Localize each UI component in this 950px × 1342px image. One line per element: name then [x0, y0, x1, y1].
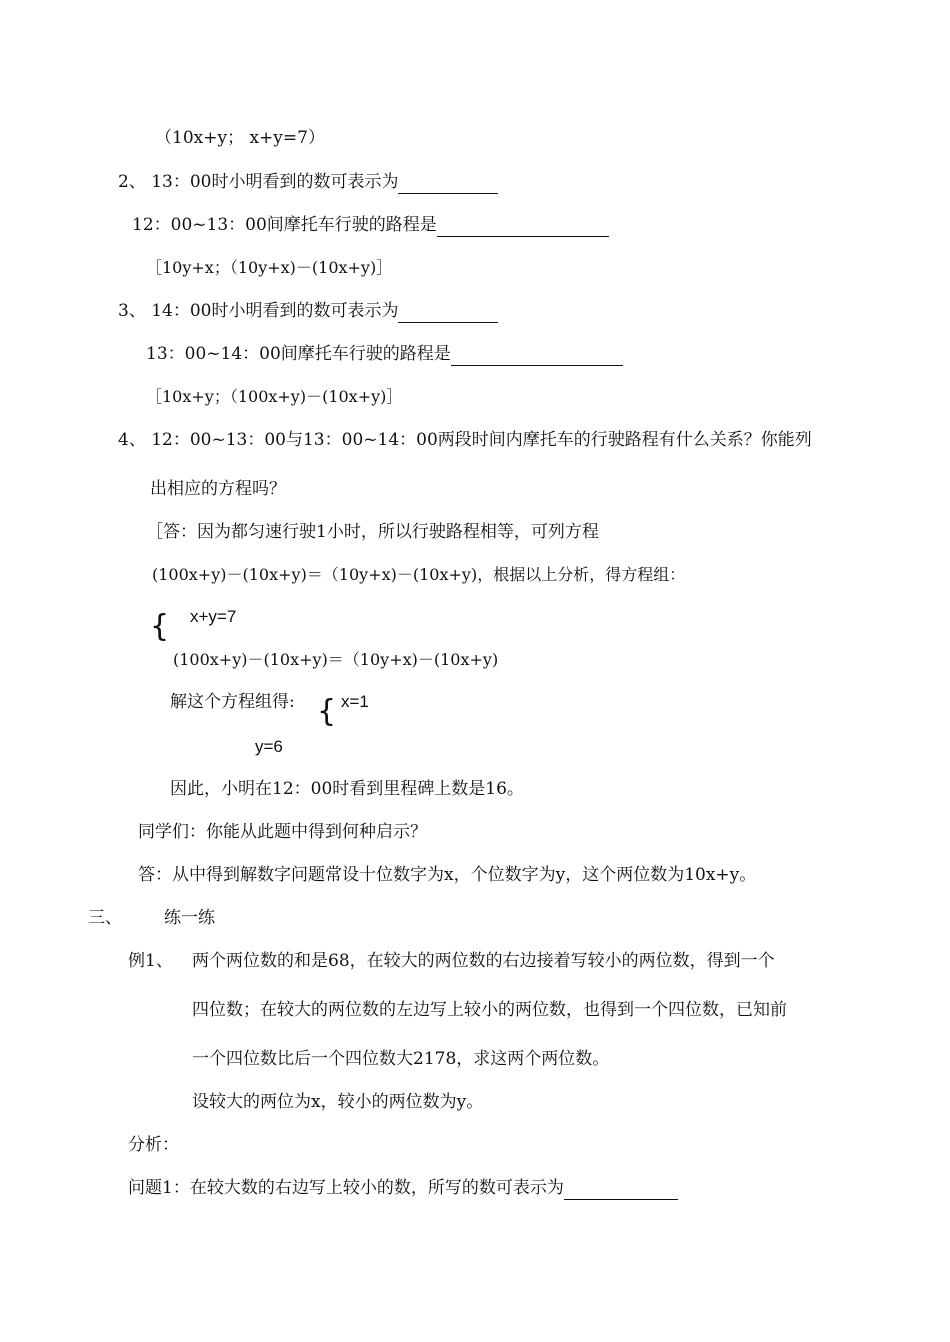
- example-text-2: 四位数；在较大的两位数的左边写上较小的两位数，也得到一个四位数，已知前: [192, 1000, 787, 1020]
- analysis-label: 分析：: [128, 1135, 179, 1155]
- section-number: 三、: [88, 908, 122, 928]
- question-3-sub-text: 13：00~14：00间摩托车行驶的路程是: [146, 344, 451, 364]
- answer-line-3: ［10x+y；（100x+y)－(10x+y)］: [146, 387, 403, 406]
- answer-text: ［答：因为都匀速行驶1小时，所以行驶路程相等，可列方程: [146, 522, 599, 542]
- question-4-cont: 出相应的方程吗？: [150, 479, 286, 499]
- left-brace-icon: {: [317, 694, 337, 729]
- system-equation-1: x+y=7: [190, 607, 237, 626]
- example-text-3: 一个四位数比后一个四位数大2178，求这两个两位数。: [192, 1049, 610, 1069]
- example-label: 例1、: [128, 951, 173, 971]
- answer-blank[interactable]: [564, 1181, 678, 1200]
- solution-x: x=1: [341, 692, 369, 711]
- question-2-text: 2、 13：00时小明看到的数可表示为: [118, 172, 399, 192]
- analysis-question-1: [128, 1176, 678, 1200]
- system-equation-2: (100x+y)－(10x+y)＝（10y+x)－(10x+y): [173, 650, 499, 669]
- question-2-sub: [132, 213, 609, 237]
- equation-line: (100x+y)－(10x+y)＝（10y+x)－(10x+y)，根据以上分析，得方程组：: [152, 565, 686, 584]
- example-setup: 设较大的两位为x，较小的两位数为y。: [192, 1092, 484, 1112]
- question-2-sub-text: 12：00~13：00间摩托车行驶的路程是: [132, 215, 437, 235]
- conclusion: 因此，小明在12：00时看到里程碑上数是16。: [170, 779, 524, 799]
- solution-y: y=6: [255, 737, 283, 756]
- analysis-question-1-text: 问题1：在较大数的右边写上较小的数，所写的数可表示为: [128, 1178, 564, 1198]
- example-text-1: 两个两位数的和是68，在较大的两位数的右边接着写较小的两位数，得到一个: [192, 951, 775, 971]
- answer-blank[interactable]: [437, 218, 609, 237]
- left-brace-icon: {: [150, 609, 170, 644]
- question-3: [118, 299, 498, 323]
- answer-blank[interactable]: [398, 175, 498, 194]
- question-3-sub: [146, 342, 623, 366]
- answer-blank[interactable]: [398, 304, 498, 323]
- question-4: 4、 12：00~13：00与13：00~14：00两段时间内摩托车的行驶路程有什么关系？你能列: [118, 430, 812, 450]
- question-3-text: 3、 14：00时小明看到的数可表示为: [118, 301, 399, 321]
- answer-line-2: ［10y+x；（10y+x)－(10x+y)］: [146, 258, 393, 277]
- answer-blank[interactable]: [451, 347, 623, 366]
- answer-line-1: （10x+y； x+y=7）: [155, 128, 325, 148]
- section-title: 练一练: [164, 908, 215, 928]
- prompt-question: 同学们：你能从此题中得到何种启示？: [138, 822, 427, 842]
- solution-label: 解这个方程组得:: [170, 692, 295, 712]
- prompt-answer: 答：从中得到解数字问题常设十位数字为x，个位数字为y，这个两位数为10x+y。: [138, 865, 757, 885]
- question-2: [118, 170, 498, 194]
